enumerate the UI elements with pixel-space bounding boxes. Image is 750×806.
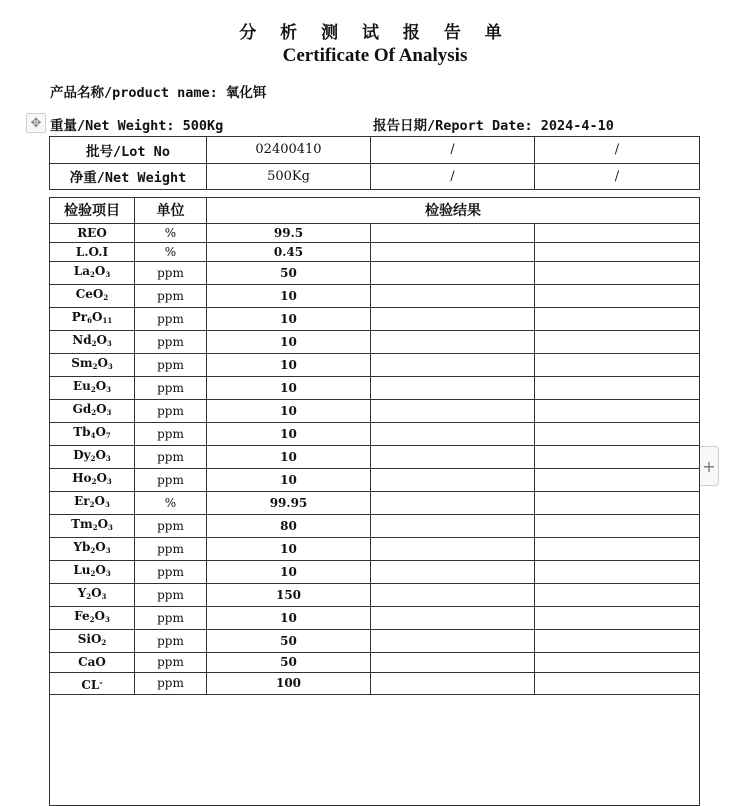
table-row	[50, 672, 700, 694]
test-item	[50, 469, 135, 492]
test-result: 150	[207, 584, 371, 607]
item-part: 2	[90, 454, 96, 464]
item-part: CL	[81, 677, 100, 692]
test-result: 0.45	[207, 242, 371, 261]
item-part: O	[96, 402, 107, 417]
test-item	[50, 354, 135, 377]
table-row	[50, 423, 700, 446]
empty-result-cell	[371, 653, 535, 672]
table-row	[50, 377, 700, 400]
test-item	[50, 515, 135, 538]
test-item	[50, 446, 135, 469]
empty-result-cell	[371, 354, 535, 377]
table-row	[50, 446, 700, 469]
empty-result-cell	[371, 223, 535, 242]
lot-info-col4: /	[535, 163, 700, 190]
test-item	[50, 630, 135, 653]
table-row	[50, 400, 700, 423]
item-part: Tb	[73, 425, 91, 440]
empty-result-cell	[371, 584, 535, 607]
test-unit: %	[135, 242, 207, 261]
empty-result-cell	[535, 515, 700, 538]
item-part: O	[94, 494, 105, 509]
empty-result-cell	[371, 446, 535, 469]
empty-result-cell	[535, 285, 700, 308]
empty-result-cell	[535, 331, 700, 354]
item-part: 2	[90, 385, 96, 395]
item-part: O	[95, 448, 106, 463]
item-part: 2	[90, 569, 96, 579]
empty-result-cell	[535, 538, 700, 561]
item-part: 2	[89, 500, 95, 510]
table-row	[50, 538, 700, 561]
test-unit: ppm	[135, 446, 207, 469]
empty-result-cell	[371, 242, 535, 261]
empty-result-cell	[535, 469, 700, 492]
item-part: 2	[90, 270, 95, 280]
test-result: 10	[207, 423, 371, 446]
table-header-row	[50, 198, 700, 224]
table-row	[50, 492, 700, 515]
empty-result-cell	[535, 223, 700, 242]
table-row	[50, 469, 700, 492]
item-part: 3	[104, 500, 110, 510]
item-part: L.O.I	[75, 245, 109, 260]
test-result: 10	[207, 446, 371, 469]
empty-result-cell	[535, 308, 700, 331]
header-result: 检验结果	[207, 198, 700, 224]
empty-result-cell	[535, 423, 700, 446]
test-item	[50, 400, 135, 423]
table-row	[50, 584, 700, 607]
empty-result-cell	[371, 630, 535, 653]
table-row	[50, 242, 700, 261]
lot-info-col3: /	[371, 163, 535, 190]
empty-result-cell	[535, 653, 700, 672]
empty-result-cell	[371, 377, 535, 400]
item-part: 7	[105, 431, 111, 441]
test-unit: ppm	[135, 331, 207, 354]
item-part: 3	[106, 477, 112, 487]
test-result: 10	[207, 285, 371, 308]
item-part: 3	[106, 339, 112, 349]
test-unit: ppm	[135, 262, 207, 285]
move-arrows-icon[interactable]: ✥	[26, 113, 46, 133]
header-unit: 单位	[135, 198, 207, 224]
test-result: 10	[207, 354, 371, 377]
table-row	[50, 308, 700, 331]
test-result: 50	[207, 653, 371, 672]
item-part: 3	[105, 546, 111, 556]
item-part: 3	[106, 408, 112, 418]
empty-result-cell	[535, 400, 700, 423]
test-result: 10	[207, 377, 371, 400]
item-part: CaO	[78, 655, 106, 670]
test-item	[50, 653, 135, 672]
product-name-line: 产品名称/product name: 氧化铒	[50, 85, 267, 101]
item-part: O	[92, 310, 103, 325]
item-part: 2	[89, 615, 95, 625]
test-item	[50, 423, 135, 446]
empty-result-cell	[535, 584, 700, 607]
test-item	[50, 584, 135, 607]
item-part: Er	[74, 494, 90, 509]
test-item	[50, 331, 135, 354]
empty-result-cell	[371, 515, 535, 538]
item-part: 3	[106, 385, 112, 395]
item-part: Pr	[71, 310, 88, 325]
item-part: 2	[90, 546, 96, 556]
item-part: O	[94, 264, 106, 279]
test-item	[50, 492, 135, 515]
item-part: 3	[108, 523, 113, 533]
test-result: 10	[207, 607, 371, 630]
table-row	[50, 223, 700, 242]
empty-result-cell	[535, 446, 700, 469]
test-unit: ppm	[135, 354, 207, 377]
empty-result-cell	[371, 285, 535, 308]
item-part: 3	[105, 569, 111, 579]
test-unit: ppm	[135, 515, 207, 538]
item-part: Nd	[72, 333, 92, 348]
empty-result-cell	[371, 561, 535, 584]
empty-result-cell	[371, 672, 535, 694]
item-part: Fe	[74, 609, 90, 624]
test-result: 80	[207, 515, 371, 538]
item-part: Sm	[71, 356, 93, 371]
item-part: 6	[87, 316, 93, 326]
analysis-results-table	[49, 197, 700, 806]
lot-info-value: 500Kg	[207, 163, 371, 190]
item-part: O	[95, 563, 106, 578]
item-part: La	[73, 264, 90, 279]
header-item: 检验项目	[50, 198, 135, 224]
test-unit: ppm	[135, 630, 207, 653]
test-result: 10	[207, 538, 371, 561]
item-part: -	[99, 676, 103, 687]
test-item	[50, 262, 135, 285]
item-part: 3	[105, 270, 111, 280]
test-item	[50, 377, 135, 400]
report-date-line: 报告日期/Report Date: 2024-4-10	[373, 118, 614, 134]
test-unit: ppm	[135, 285, 207, 308]
table-row	[50, 561, 700, 584]
lot-info-col3: /	[371, 137, 535, 164]
empty-result-cell	[535, 492, 700, 515]
empty-result-cell	[371, 262, 535, 285]
test-unit: ppm	[135, 400, 207, 423]
item-part: 2	[101, 638, 107, 648]
empty-result-cell	[371, 469, 535, 492]
lot-info-label: 批号/Lot No	[50, 137, 207, 164]
test-result: 10	[207, 400, 371, 423]
item-part: O	[97, 356, 108, 371]
item-part: Y	[77, 586, 87, 601]
test-result: 50	[207, 630, 371, 653]
test-unit: ppm	[135, 423, 207, 446]
test-unit: ppm	[135, 469, 207, 492]
item-part: 4	[90, 431, 96, 441]
item-part: O	[95, 540, 106, 555]
item-part: 3	[105, 454, 111, 464]
item-part: 2	[103, 293, 109, 303]
empty-result-cell	[535, 561, 700, 584]
net-weight-line: 重量/Net Weight: 500Kg	[50, 118, 224, 134]
test-item	[50, 672, 135, 694]
test-item	[50, 607, 135, 630]
empty-result-cell	[371, 400, 535, 423]
empty-result-cell	[371, 492, 535, 515]
item-part: O	[96, 333, 107, 348]
test-result: 10	[207, 561, 371, 584]
test-result: 10	[207, 331, 371, 354]
item-part: SiO	[77, 632, 102, 647]
test-result: 99.95	[207, 492, 371, 515]
table-row	[50, 515, 700, 538]
item-part: 3	[107, 362, 113, 372]
table-row	[50, 285, 700, 308]
item-part: O	[95, 425, 106, 440]
empty-result-cell	[535, 262, 700, 285]
test-item	[50, 308, 135, 331]
empty-result-cell	[535, 242, 700, 261]
empty-result-cell	[371, 423, 535, 446]
empty-result-cell	[371, 538, 535, 561]
title-chinese: 分 析 测 试 报 告 单	[239, 23, 511, 43]
item-part: 11	[102, 316, 113, 326]
test-unit: ppm	[135, 561, 207, 584]
test-unit: ppm	[135, 653, 207, 672]
empty-result-cell	[371, 331, 535, 354]
item-part: Ho	[72, 471, 92, 486]
item-part: O	[94, 609, 105, 624]
item-part: 3	[104, 615, 110, 625]
test-item	[50, 561, 135, 584]
test-item	[50, 223, 135, 242]
empty-result-cell	[371, 607, 535, 630]
test-result: 50	[207, 262, 371, 285]
item-part: CeO	[75, 287, 104, 302]
test-result: 100	[207, 672, 371, 694]
item-part: Lu	[73, 563, 91, 578]
test-item	[50, 285, 135, 308]
lot-info-table	[49, 136, 700, 190]
item-part: 2	[91, 339, 97, 349]
item-part: 2	[92, 362, 98, 372]
item-part: Eu	[72, 379, 91, 394]
item-part: O	[96, 471, 107, 486]
test-unit: %	[135, 223, 207, 242]
plus-icon[interactable]: +	[700, 446, 719, 486]
item-part: Dy	[73, 448, 91, 463]
table-row	[50, 331, 700, 354]
empty-result-cell	[535, 377, 700, 400]
test-unit: ppm	[135, 672, 207, 694]
item-part: O	[95, 379, 107, 394]
test-unit: ppm	[135, 377, 207, 400]
table-row	[50, 607, 700, 630]
item-part: 2	[91, 408, 97, 418]
test-unit: ppm	[135, 607, 207, 630]
test-result: 10	[207, 469, 371, 492]
lot-info-col4: /	[535, 137, 700, 164]
item-part: 2	[86, 592, 92, 602]
item-part: 2	[92, 523, 98, 533]
item-part: 3	[101, 592, 107, 602]
test-unit: ppm	[135, 538, 207, 561]
empty-result-cell	[371, 308, 535, 331]
empty-result-cell	[535, 607, 700, 630]
test-result: 10	[207, 308, 371, 331]
table-row	[50, 354, 700, 377]
table-row	[50, 262, 700, 285]
title-english: Certificate Of Analysis	[282, 45, 468, 66]
table-row	[50, 653, 700, 672]
test-result: 99.5	[207, 223, 371, 242]
lot-info-value: 02400410	[207, 137, 371, 164]
lot-info-row	[50, 137, 700, 164]
item-part: O	[91, 586, 102, 601]
test-unit: ppm	[135, 308, 207, 331]
item-part: O	[97, 517, 109, 532]
item-part: REO	[77, 225, 107, 240]
test-unit: ppm	[135, 584, 207, 607]
empty-result-cell	[535, 630, 700, 653]
item-part: 2	[91, 477, 97, 487]
lot-info-row	[50, 163, 700, 190]
empty-result-cell	[535, 354, 700, 377]
item-part: Yb	[73, 540, 91, 555]
test-item	[50, 242, 135, 261]
item-part: Tm	[71, 517, 93, 532]
lot-info-label: 净重/Net Weight	[50, 163, 207, 190]
test-item	[50, 538, 135, 561]
test-unit: %	[135, 492, 207, 515]
table-row	[50, 630, 700, 653]
item-part: Gd	[72, 402, 92, 417]
empty-result-cell	[535, 672, 700, 694]
